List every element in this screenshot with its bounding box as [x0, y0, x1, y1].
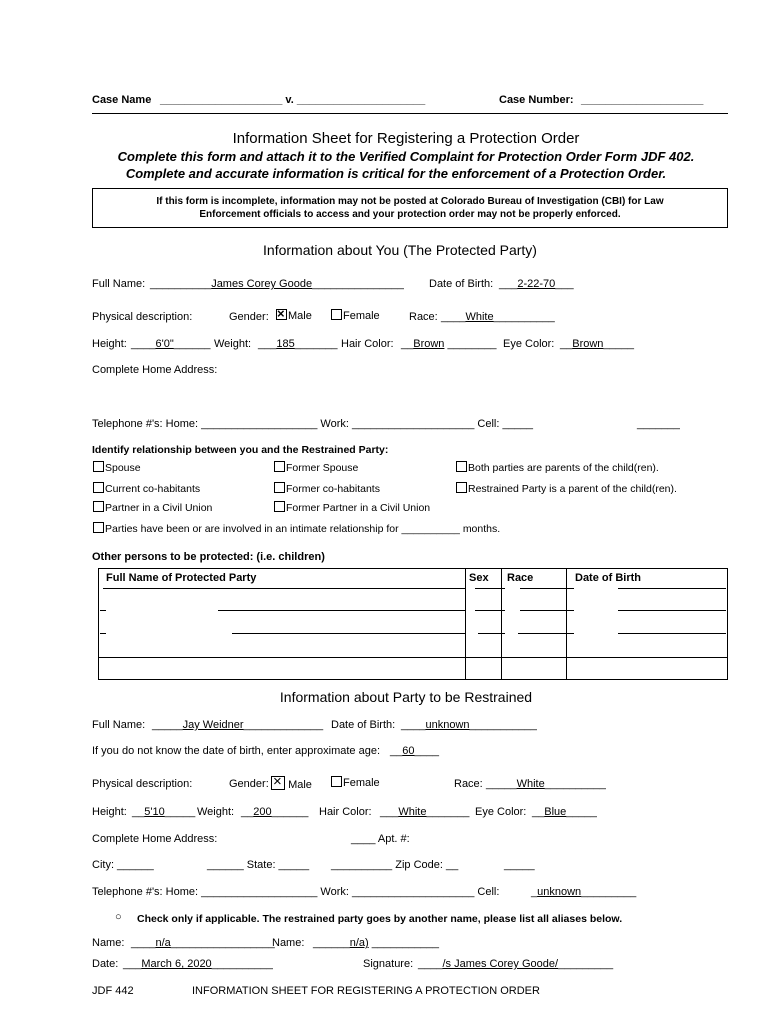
table-row[interactable] — [618, 588, 726, 589]
restrained-eye-field[interactable]: __Blue_____ — [532, 806, 597, 818]
table-col-divider — [465, 569, 466, 679]
restrained-hair-value: White — [398, 806, 427, 818]
restrained-height-label: Height: — [92, 806, 127, 818]
checkbox-icon[interactable] — [93, 501, 104, 512]
bullet-circle-icon: ○ — [115, 911, 122, 923]
hair-color-field[interactable]: __Brown ________ — [401, 338, 497, 350]
notice-line-1: If this form is incomplete, information may not be posted at Colorado Bureau of Investigation (CBI) for Law — [156, 196, 664, 207]
relationship-spouse[interactable] — [93, 461, 141, 474]
restrained-race-label: Race: — [454, 778, 483, 790]
gender-female-option[interactable] — [331, 309, 380, 322]
table-row[interactable] — [520, 610, 574, 611]
relationship-restrained-parent[interactable] — [456, 482, 677, 495]
table-row[interactable] — [520, 588, 574, 589]
restrained-eye-value: Blue — [544, 806, 567, 818]
restrained-full-name-value: Jay Weidner — [182, 719, 244, 731]
full-name-value: James Corey Goode — [211, 278, 313, 290]
checkbox-icon[interactable] — [274, 461, 285, 472]
hair-color-value: Brown — [413, 338, 445, 350]
alias-instruction: Check only if applicable. The restrained party goes by another name, please list all aliases below. — [137, 913, 623, 925]
checkbox-icon[interactable] — [93, 482, 104, 493]
case-number-field[interactable]: ____________________ — [581, 94, 704, 106]
table-row[interactable] — [218, 610, 465, 611]
signature-value: /s James Corey Goode/ — [442, 958, 559, 970]
full-name-field[interactable]: __________James Corey Goode_______________ — [150, 278, 404, 290]
restrained-full-name-label: Full Name: — [92, 719, 146, 731]
restrained-city-field[interactable]: City: ______ — [92, 859, 154, 871]
dob-value: 2-22-70 — [517, 278, 556, 290]
restrained-height-field[interactable]: __5'10_____ — [132, 806, 196, 818]
header-divider — [92, 113, 728, 114]
date-field[interactable]: ___March 6, 2020__________ — [123, 958, 273, 970]
signature-label: Signature: — [363, 958, 414, 970]
checkbox-icon[interactable] — [274, 482, 285, 493]
table-row[interactable] — [475, 588, 505, 589]
table-row[interactable] — [618, 610, 726, 611]
restrained-zip-field[interactable]: __________ Zip Code: __ — [331, 859, 459, 871]
restrained-state-field[interactable]: ______ State: _____ — [207, 859, 310, 871]
checkbox-icon[interactable] — [93, 461, 104, 472]
restrained-weight-value: 200 — [253, 806, 272, 818]
restrained-physical-label: Physical description: — [92, 778, 193, 790]
alias-name-field-1[interactable]: ____n/a_________________ — [131, 937, 275, 949]
restrained-apt-field[interactable]: ____ Apt. #: — [351, 833, 410, 845]
checkbox-icon[interactable] — [331, 776, 342, 787]
col-header-sex: Sex — [469, 572, 489, 584]
male-label: Male — [288, 779, 312, 791]
relationship-former-spouse[interactable] — [274, 461, 358, 474]
relationship-former-cohabitants[interactable] — [274, 482, 380, 495]
height-value: 6'0" — [155, 338, 174, 350]
race-value: White — [465, 311, 494, 323]
weight-label: Weight: — [214, 338, 252, 350]
checkbox-icon[interactable] — [331, 309, 342, 320]
relationship-label: Partner in a Civil Union — [105, 502, 213, 514]
relationship-label: Former Spouse — [286, 462, 359, 474]
dob-label: Date of Birth: — [429, 278, 494, 290]
footer-form-id: JDF 442 — [92, 985, 134, 997]
restrained-address-label: Complete Home Address: — [92, 833, 218, 845]
female-label: Female — [343, 777, 380, 789]
alias-name-field-2[interactable]: ______n/a) ___________ — [313, 937, 440, 949]
section-heading-you: Information about You (The Protected Party) — [263, 242, 537, 258]
checkbox-icon[interactable] — [456, 461, 467, 472]
telephone-line[interactable]: Telephone #'s: Home: ___________________ Work: ____________________ Cell: _____ — [92, 418, 534, 430]
eye-color-label: Eye Color: — [503, 338, 555, 350]
table-col-divider — [501, 569, 502, 679]
eye-color-field[interactable]: __Brown_____ — [560, 338, 635, 350]
weight-value: 185 — [276, 338, 295, 350]
restrained-hair-field[interactable]: ___White_______ — [380, 806, 470, 818]
restrained-weight-label: Weight: — [197, 806, 235, 818]
relationship-label: Former Partner in a Civil Union — [286, 502, 431, 514]
gender-label: Gender: — [229, 311, 269, 323]
relationship-label: Both parties are parents of the child(ren). — [468, 462, 659, 474]
relationship-civil-union[interactable] — [93, 501, 212, 514]
signature-field[interactable]: ____/s James Corey Goode/_________ — [418, 958, 614, 970]
full-name-label: Full Name: — [92, 278, 146, 290]
table-row[interactable] — [100, 633, 106, 634]
telephone-cell-tail[interactable]: _______ — [637, 418, 680, 430]
restrained-height-value: 5'10 — [144, 806, 165, 818]
section-heading-restrained: Information about Party to be Restrained — [279, 689, 533, 705]
table-col-divider — [566, 569, 567, 679]
form-title: Information Sheet for Registering a Protection Order — [232, 130, 580, 147]
alias-name-value-1: n/a — [155, 937, 171, 949]
restrained-telephone-line[interactable]: Telephone #'s: Home: ___________________ Work: ____________________ Cell: — [92, 886, 500, 898]
restrained-full-name-field[interactable]: _____Jay Weidner_____________ — [152, 719, 324, 731]
table-row[interactable] — [478, 633, 505, 634]
checkbox-icon[interactable] — [274, 501, 285, 512]
gender-male-option[interactable] — [276, 309, 312, 322]
case-name-field[interactable]: ____________________ v. _____________________ — [160, 94, 426, 106]
female-label: Female — [343, 310, 380, 322]
alias-name-value-2: n/a) — [349, 937, 369, 949]
col-header-name: Full Name of Protected Party — [106, 572, 257, 584]
case-name-label: Case Name — [92, 94, 152, 106]
restrained-eye-label: Eye Color: — [475, 806, 527, 818]
restrained-weight-field[interactable]: __200______ — [241, 806, 309, 818]
height-field[interactable]: ____6'0"______ — [131, 338, 211, 350]
restrained-dob-field[interactable]: ____unknown___________ — [401, 719, 537, 731]
restrained-dob-label: Date of Birth: — [331, 719, 396, 731]
col-header-race: Race — [507, 572, 534, 584]
col-header-dob: Date of Birth — [575, 572, 641, 584]
approx-age-label: If you do not know the date of birth, enter approximate age: — [92, 745, 381, 757]
protected-persons-table — [98, 568, 728, 680]
restrained-race-value: White — [516, 778, 545, 790]
checkbox-icon[interactable] — [456, 482, 467, 493]
notice-box — [92, 188, 728, 228]
table-row[interactable] — [518, 633, 574, 634]
home-address-label: Complete Home Address: — [92, 364, 218, 376]
restrained-gender-female-option[interactable] — [331, 776, 380, 789]
relationship-intimate[interactable] — [93, 522, 500, 535]
table-row[interactable] — [232, 633, 465, 634]
approx-age-value: 60 — [402, 745, 415, 757]
table-row[interactable] — [475, 610, 505, 611]
male-label: Male — [288, 310, 312, 322]
approx-age-field[interactable]: __60____ — [390, 745, 439, 757]
restrained-cell-field[interactable]: _unknown_________ — [531, 886, 637, 898]
dob-field[interactable]: ___2-22-70___ — [499, 278, 574, 290]
relationship-heading: Identify relationship between you and the Restrained Party: — [92, 444, 389, 456]
relationship-cohabitants[interactable] — [93, 482, 200, 495]
checkbox-icon[interactable] — [93, 522, 104, 533]
race-field[interactable]: ____White__________ — [441, 311, 555, 323]
restrained-race-field[interactable]: _____White__________ — [486, 778, 606, 790]
relationship-both-parents[interactable] — [456, 461, 659, 474]
restrained-cell-value: unknown — [537, 886, 582, 898]
physical-description-label: Physical description: — [92, 311, 193, 323]
alias-name-label-1: Name: — [92, 937, 125, 949]
restrained-gender-male-option[interactable] — [271, 776, 312, 791]
weight-field[interactable]: ___185_______ — [258, 338, 338, 350]
restrained-zip-tail[interactable]: _____ — [504, 859, 535, 871]
date-value: March 6, 2020 — [141, 958, 212, 970]
relationship-label: Current co-habitants — [105, 483, 201, 495]
relationship-label: Restrained Party is a parent of the child(ren). — [468, 483, 677, 495]
restrained-dob-value: unknown — [425, 719, 470, 731]
footer-form-title: INFORMATION SHEET FOR REGISTERING A PROTECTION ORDER — [192, 985, 540, 997]
hair-color-label: Hair Color: — [341, 338, 394, 350]
form-instruction-2: Complete and accurate information is critical for the enforcement of a Protection Order. — [125, 166, 667, 181]
notice-line-2: Enforcement officials to access and your protection order may not be properly enforced. — [199, 209, 621, 220]
table-row-divider — [99, 657, 727, 658]
case-number-label: Case Number: — [499, 94, 574, 106]
alias-name-label-2: Name: — [272, 937, 305, 949]
checkbox-checked-icon[interactable] — [276, 309, 287, 320]
table-row[interactable] — [100, 610, 106, 611]
relationship-label: Parties have been or are involved in an intimate relationship for __________ months. — [105, 523, 501, 535]
table-row[interactable] — [103, 588, 465, 589]
relationship-label: Former co-habitants — [286, 483, 380, 495]
relationship-label: Spouse — [105, 462, 141, 474]
checkbox-checked-icon[interactable] — [271, 776, 285, 790]
eye-color-value: Brown — [572, 338, 604, 350]
relationship-former-civil-union[interactable] — [274, 501, 430, 514]
form-instruction-1: Complete this form and attach it to the Verified Complaint for Protection Order Form JDF 402. — [117, 149, 695, 164]
date-label: Date: — [92, 958, 119, 970]
other-persons-heading: Other persons to be protected: (i.e. children) — [92, 551, 325, 563]
race-label: Race: — [409, 311, 438, 323]
table-row[interactable] — [618, 633, 726, 634]
height-label: Height: — [92, 338, 127, 350]
restrained-gender-label: Gender: — [229, 778, 269, 790]
restrained-hair-label: Hair Color: — [319, 806, 372, 818]
